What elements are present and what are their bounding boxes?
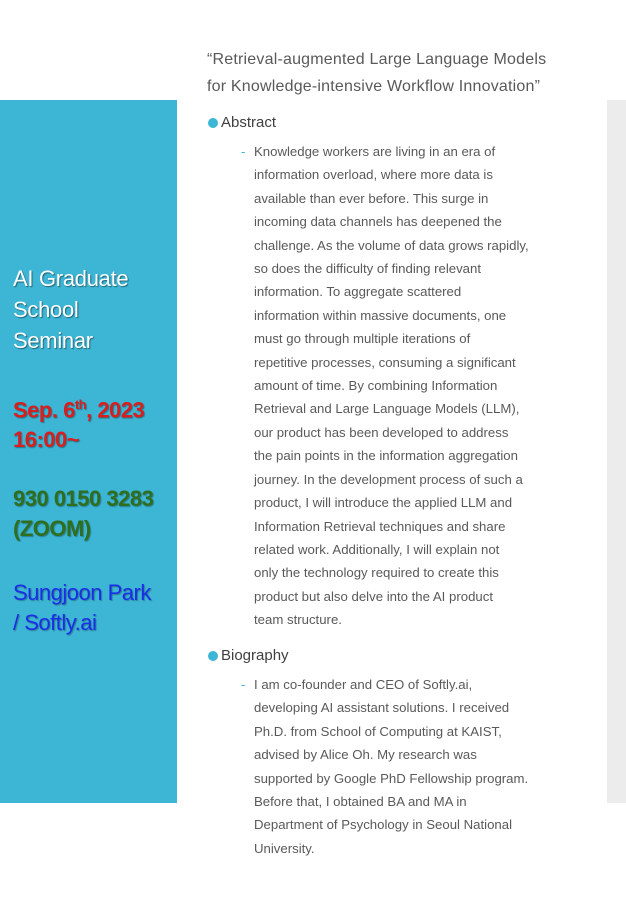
abstract-line: information. To aggregate scattered	[254, 284, 462, 300]
abstract-line: journey. In the development process of such a	[254, 471, 523, 487]
abstract-line: incoming data channels has deepened the	[254, 214, 502, 230]
abstract-line: related work. Additionally, I will explain not	[254, 541, 500, 557]
bullet-icon	[208, 651, 218, 661]
abstract-line: challenge. As the volume of data grows rapidly,	[254, 237, 529, 253]
biography-text	[241, 673, 581, 860]
event-name	[13, 263, 128, 356]
event-name-line-3: Seminar	[13, 328, 93, 353]
event-name-line-1: AI Graduate	[13, 266, 129, 291]
dash-icon: -	[241, 144, 246, 159]
speaker-name: Sungjoon Park	[13, 580, 151, 605]
abstract-text	[241, 140, 581, 632]
abstract-heading	[208, 114, 276, 131]
biography-heading-label: Biography	[221, 647, 289, 664]
event-name-line-2: School	[13, 297, 79, 322]
right-decor-bar	[607, 100, 626, 803]
abstract-line: information overload, where more data is	[254, 167, 493, 183]
abstract-line: Information Retrieval techniques and share	[254, 518, 506, 534]
biography-heading	[208, 647, 289, 664]
abstract-line: so does the difficulty of finding relevant	[254, 261, 482, 277]
abstract-line: team structure.	[254, 612, 342, 628]
bullet-icon	[208, 118, 218, 128]
speaker-affiliation: / Softly.ai	[13, 610, 97, 635]
event-datetime	[13, 390, 144, 455]
abstract-line: information within massive documents, one	[254, 307, 507, 323]
abstract-line: repetitive processes, consuming a significant	[254, 354, 516, 370]
event-time: 16:00~	[13, 427, 80, 453]
biography-line: supported by Google PhD Fellowship program.	[254, 770, 529, 786]
abstract-heading-label: Abstract	[221, 114, 277, 131]
biography-line: developing AI assistant solutions. I received	[254, 700, 510, 716]
biography-lines	[254, 673, 581, 860]
abstract-line: must go through multiple iterations of	[254, 331, 471, 347]
zoom-id: 930 0150 3283	[13, 486, 154, 511]
abstract-line: amount of time. By combining Information	[254, 378, 498, 394]
biography-line: University.	[254, 840, 315, 856]
abstract-line: Retrieval and Large Language Models (LLM),	[254, 401, 520, 417]
abstract-line: available than ever before. This surge in	[254, 190, 489, 206]
biography-line: Before that, I obtained BA and MA in	[254, 794, 467, 810]
biography-line: I am co-founder and CEO of Softly.ai,	[254, 677, 473, 692]
seminar-title	[207, 46, 607, 100]
zoom-label: (ZOOM)	[13, 516, 91, 541]
event-date: Sep. 6th, 2023	[13, 397, 145, 423]
abstract-line: Knowledge workers are living in an era of	[254, 144, 496, 159]
title-line-1: “Retrieval-augmented Large Language Models	[207, 51, 547, 68]
abstract-line: only the technology required to create this	[254, 565, 499, 581]
biography-line: advised by Alice Oh. My research was	[254, 747, 477, 763]
biography-line: Department of Psychology in Seoul National	[254, 817, 513, 833]
title-line-2: for Knowledge-intensive Workflow Innovation”	[207, 78, 541, 95]
abstract-lines	[254, 140, 581, 632]
info-sidebar	[0, 100, 177, 803]
abstract-line: the pain points in the information aggregation	[254, 448, 518, 464]
abstract-line: product, I will introduce the applied LLM and	[254, 495, 513, 511]
abstract-line: product but also delve into the AI product	[254, 588, 493, 604]
zoom-info	[13, 484, 153, 544]
abstract-line: our product has been developed to address	[254, 424, 509, 440]
speaker-info	[13, 578, 151, 638]
biography-line: Ph.D. from School of Computing at KAIST,	[254, 723, 502, 739]
dash-icon: -	[241, 677, 246, 692]
